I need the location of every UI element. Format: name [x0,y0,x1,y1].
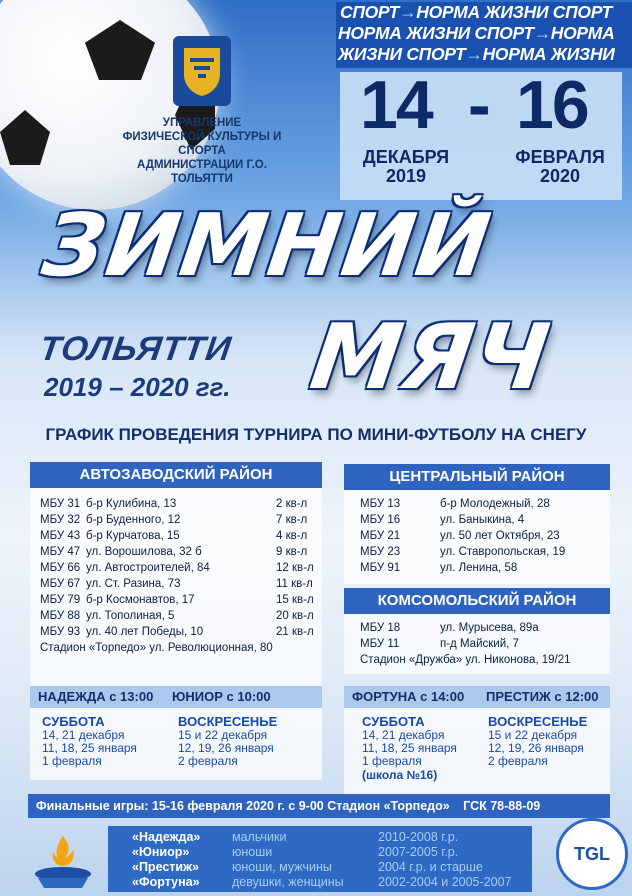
list-item-cell: б-р Курчатова, 15 [86,530,180,542]
legend-cell: мальчики [232,830,287,844]
right-saturday-date: 1 февраля [362,754,422,768]
list-item-cell: ул. 50 лет Октября, 23 [440,530,560,542]
left-saturday-date: 11, 18, 25 января [42,741,137,755]
title-word-winter: ЗИМНИЙ [36,196,498,296]
admin-line-2: ФИЗИЧЕСКОЙ КУЛЬТУРЫ И СПОРТА [122,131,282,157]
list-item [40,528,316,544]
legend-row [132,875,532,890]
legend-cell: девушки, женщины [232,875,344,889]
list-item-cell: МБУ 11 [360,638,400,650]
list-item-cell: 7 кв-л [276,514,308,526]
legend-cell: «Юниор» [132,845,190,859]
legend-row [132,860,532,875]
legend-row [132,845,532,860]
list-item [360,496,604,512]
legend-cell: 2002-2004 и 2005-2007 [378,875,512,889]
final-games-text: Финальные игры: 15-16 февраля 2020 г. с 9-00 Стадион «Торпедо» [36,799,450,813]
right-team-schedule [344,686,610,794]
list-item-cell: 20 кв-л [276,610,314,622]
team-nadezhda-time: НАДЕЖДА с 13:00 [38,689,154,704]
month-from: ДЕКАБРЯ [362,147,450,167]
age-category-legend [108,826,532,892]
left-sunday-date: 15 и 22 декабря [178,728,268,742]
list-item [40,592,316,608]
list-item-cell: МБУ 66 [40,562,81,574]
list-item [360,560,604,576]
avtozavodsky-header: АВТОЗАВОДСКИЙ РАЙОН [30,462,322,488]
admin-line-1: УПРАВЛЕНИЕ [162,117,242,129]
list-item-cell: МБУ 32 [40,514,81,526]
avtozavodsky-district [30,462,322,702]
list-item [40,544,316,560]
right-sunday-date: 12, 19, 26 января [488,741,584,755]
list-item-cell: МБУ 23 [360,546,401,558]
date-to: 16 [516,67,588,143]
list-item [40,576,316,592]
title-word-ball: МЯЧ [304,305,558,410]
list-item-cell: ул. Ставропольская, 19 [440,546,566,558]
list-item [40,624,316,640]
list-item-cell: 9 кв-л [276,546,308,558]
list-item [40,560,316,576]
left-sunday-date: 12, 19, 26 января [178,741,274,755]
legend-cell: 2010-2008 г.р. [378,830,459,844]
legend-cell: «Фортуна» [132,875,200,889]
list-item-cell: 21 кв-л [276,626,314,638]
right-saturday-label: СУББОТА [362,714,425,729]
legend-cell: «Надежда» [132,830,201,844]
list-item-cell: п-д Майский, 7 [440,638,519,650]
city-name: ТОЛЬЯТТИ [37,330,234,368]
list-item-cell: ул. 40 лет Победы, 10 [86,626,204,638]
season-years: 2019 – 2020 гг. [44,372,231,402]
admin-line-3: АДМИНИСТРАЦИИ Г.О. ТОЛЬЯТТИ [137,159,267,185]
list-item-cell: 15 кв-л [276,594,314,606]
avtozavodsky-stadium: Стадион «Торпедо» ул. Революционная, 80 [40,642,273,654]
month-to: ФЕВРАЛЯ [515,147,605,167]
administration-block [112,36,292,184]
legend-cell: юноши [232,845,273,859]
komsomolsky-district [344,588,610,674]
list-item-cell: МБУ 47 [40,546,81,558]
list-item-cell: МБУ 43 [40,530,81,542]
slogan-banner: СПОРТ→НОРМА ЖИЗНИ СПОРТ НОРМА ЖИЗНИ СПОРТ→НОРМА ЖИЗНИ СПОРТ→НОРМА ЖИЗНИ [336,2,632,68]
list-item-cell: МБУ 79 [40,594,81,606]
list-item-cell: МБУ 16 [360,514,401,526]
date-dash: - [468,67,489,143]
tolyatti-coat-of-arms-icon [173,36,231,106]
list-item-cell: МБУ 13 [360,498,401,510]
left-sunday-label: ВОСКРЕСЕНЬЕ [178,714,278,729]
list-item [40,512,316,528]
legend-cell: 2007-2005 г.р. [378,845,459,859]
list-item-cell: ул. Тополиная, 5 [86,610,175,622]
tgl-logo [556,818,628,890]
left-saturday-label: СУББОТА [42,714,105,729]
list-item-cell: 2 кв-л [276,498,308,510]
komsomolsky-stadium: Стадион «Дружба» ул. Никонова, 19/21 [360,654,571,666]
legend-cell: «Престиж» [132,860,199,874]
phone-number: ГСК 78-88-09 [463,799,541,813]
list-item [360,620,604,636]
list-item [360,512,604,528]
list-item-cell: МБУ 91 [360,562,401,574]
school-note: (школа №16) [362,768,438,782]
list-item [360,544,604,560]
legend-cell: юноши, мужчины [232,860,332,874]
list-item-cell: ул. Мурысева, 89а [440,622,539,634]
avtozavodsky-list [30,488,322,702]
list-item-cell: МБУ 21 [360,530,401,542]
right-saturday-date: 11, 18, 25 января [362,741,457,755]
list-item-cell: 11 кв-л [276,578,313,590]
legend-row [132,830,532,845]
final-games-bar [28,794,610,818]
komsomolsky-header: КОМСОМОЛЬСКИЙ РАЙОН [344,588,610,614]
left-saturday-date: 14, 21 декабря [42,728,125,742]
list-item [40,608,316,624]
right-sunday-label: ВОСКРЕСЕНЬЕ [488,714,588,729]
list-item-cell: МБУ 88 [40,610,81,622]
left-saturday-date: 1 февраля [42,754,102,768]
list-item-cell: б-р Буденного, 12 [86,514,181,526]
left-sunday-date: 2 февраля [178,754,238,768]
schedule-title: ГРАФИК ПРОВЕДЕНИЯ ТУРНИРА ПО МИНИ-ФУТБОЛУ НА СНЕГУ [45,425,587,444]
list-item-cell: б-р Молодежный, 28 [440,498,550,510]
left-team-schedule [30,686,322,780]
list-item [360,636,604,652]
list-item-cell: ул. Ленина, 58 [440,562,518,574]
year-to: 2020 [539,166,581,186]
team-fortuna-time: ФОРТУНА с 14:00 [352,689,465,704]
flame-bowl-logo-icon [30,832,96,892]
list-item-cell: ул. Ст. Разина, 73 [86,578,181,590]
list-item-cell: б-р Кулибина, 13 [86,498,177,510]
komsomolsky-list [344,614,610,674]
team-junior-time: ЮНИОР с 10:00 [172,689,271,704]
list-item-cell: 12 кв-л [276,562,314,574]
right-saturday-date: 14, 21 декабря [362,728,445,742]
list-item-cell: ул. Баныкина, 4 [440,514,525,526]
central-district [344,464,610,584]
list-item-cell: МБУ 31 [40,498,81,510]
list-item-cell: МБУ 67 [40,578,81,590]
year-from: 2019 [385,166,427,186]
list-item-cell: МБУ 93 [40,626,81,638]
team-prestige-time: ПРЕСТИЖ с 12:00 [486,689,599,704]
list-item [360,528,604,544]
list-item [40,496,316,512]
date-from: 14 [360,67,432,143]
right-sunday-date: 2 февраля [488,754,548,768]
tgl-logo-text: TGL [574,843,610,864]
list-item-cell: 4 кв-л [276,530,308,542]
list-item-cell: ул. Автостроителей, 84 [86,562,210,574]
right-sunday-date: 15 и 22 декабря [488,728,578,742]
list-item-cell: МБУ 18 [360,622,401,634]
central-list [344,490,610,584]
list-item-cell: ул. Ворошилова, 32 б [86,546,202,558]
list-item-cell: б-р Космонавтов, 17 [86,594,195,606]
tournament-dates [340,67,622,200]
central-header: ЦЕНТРАЛЬНЫЙ РАЙОН [344,464,610,490]
legend-cell: 2004 г.р. и старше [378,860,483,874]
